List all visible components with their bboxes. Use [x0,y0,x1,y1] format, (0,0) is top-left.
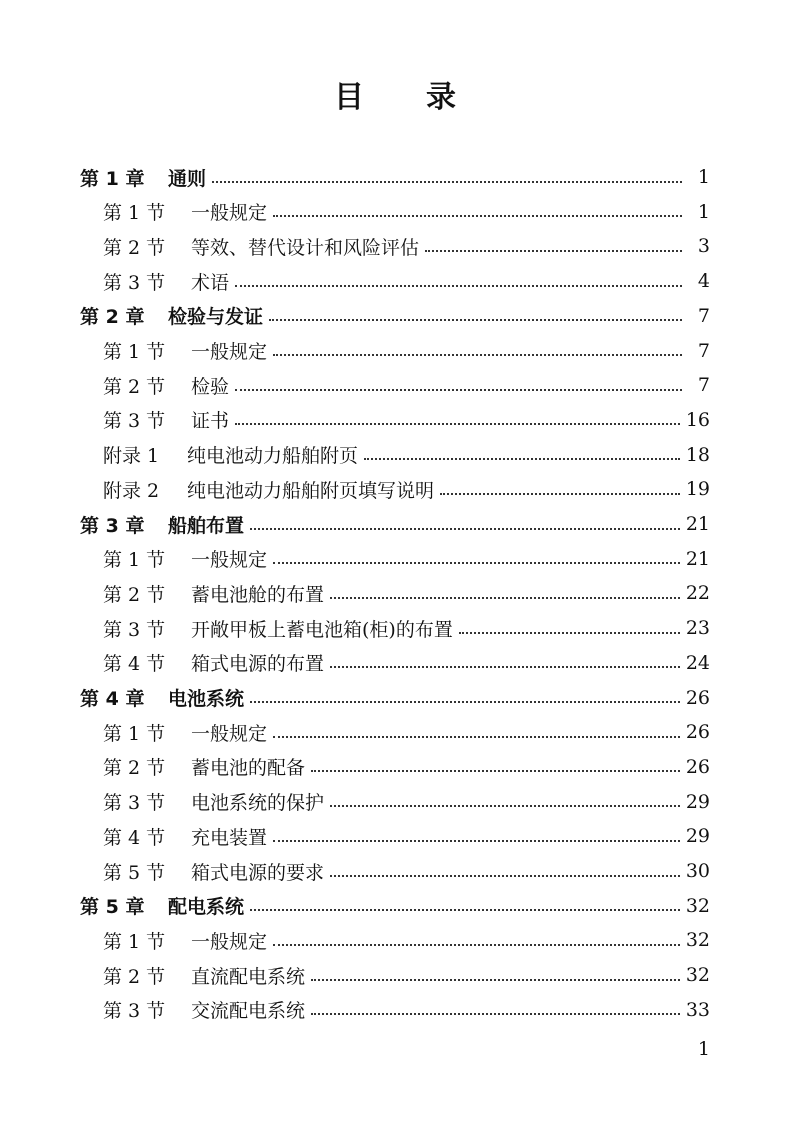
dot-leader [235,422,680,425]
dot-leader [330,874,680,877]
toc-section-row [103,958,710,992]
toc-entry-number: 第 5 章 [80,896,145,919]
toc-entry-number: 第 4 节 [103,653,166,676]
toc-entry-title: 检验 [191,375,230,398]
toc-section-row [103,368,710,402]
toc-entry-page: 29 [685,825,710,848]
dot-leader [273,214,682,217]
toc-entry-page: 33 [685,998,710,1021]
toc-entry-page: 21 [685,513,710,535]
dot-leader [269,318,682,321]
toc-entry-page: 26 [685,686,710,709]
dot-leader [311,1012,680,1015]
toc-entry-page: 1 [697,200,710,223]
dot-leader [311,978,680,981]
toc-appendix-row [103,472,710,506]
toc-entry-number: 第 1 节 [103,722,166,745]
dot-leader [235,284,682,287]
toc-entry-page: 21 [685,547,710,570]
toc-entry-number: 附录 2 [103,479,160,502]
toc-entry-title: 一般规定 [191,549,268,572]
dot-leader [425,249,682,252]
toc-entry-title: 蓄电池舱的布置 [191,583,325,606]
toc-chapter-row [80,507,710,541]
toc-entry-number: 第 2 节 [103,757,166,780]
toc-section-row [103,923,710,957]
toc-entry-title: 纯电池动力船舶附页 [187,445,359,468]
dot-leader [273,735,680,738]
toc-entry-page: 4 [697,270,710,293]
toc-entry-title: 船舶布置 [168,514,245,537]
toc-entry-title: 通则 [168,167,207,190]
toc-chapter-row [80,160,710,194]
toc-entry-number: 第 4 节 [103,826,166,849]
dot-leader [311,769,680,772]
toc-section-row [103,576,710,610]
toc-entry-title: 直流配电系统 [191,965,306,988]
dot-leader [273,561,680,564]
toc-entry-title: 箱式电源的要求 [191,861,325,884]
toc-entry-page: 19 [685,478,710,501]
toc-entry-title: 蓄电池的配备 [191,757,306,780]
toc-entry-number: 第 3 节 [103,792,166,815]
toc-section-row [103,819,710,853]
toc-chapter-row [80,681,710,715]
toc-entry-page: 3 [697,235,710,258]
toc-entry-number: 第 1 节 [103,202,166,225]
toc-entry-number: 第 2 章 [80,306,145,329]
toc-entry-page: 23 [685,617,710,640]
toc-entry-title: 检验与发证 [168,306,264,329]
toc-entry-number: 第 4 章 [80,688,145,710]
toc-entry-page: 24 [685,651,710,674]
dot-leader [440,492,680,495]
toc-entry-number: 第 3 节 [103,410,166,433]
toc-section-row [103,750,710,784]
dot-leader [250,700,680,703]
dot-leader [235,388,682,391]
dot-leader [330,665,680,668]
toc-entry-page: 7 [697,339,710,362]
toc-entry-page: 7 [697,374,710,397]
dot-leader [330,596,680,599]
toc-entry-number: 第 3 节 [103,1000,166,1023]
toc-entry-number: 第 1 章 [80,167,145,190]
dot-leader [250,908,680,911]
toc-section-row [103,854,710,888]
toc-entry-number: 附录 1 [103,445,160,468]
toc-entry-number: 第 1 节 [103,930,166,953]
toc-entry-title: 一般规定 [191,202,268,225]
toc-entry-number: 第 2 节 [103,583,166,606]
toc-entry-page: 26 [685,755,710,778]
toc-section-row [103,264,710,298]
toc-entry-number: 第 1 节 [103,549,166,572]
toc-entry-title: 开敞甲板上蓄电池箱(柜)的布置 [191,618,453,641]
dot-leader [250,527,680,530]
toc-entry-page: 7 [697,304,710,327]
title-char-right: 录 [426,80,456,115]
toc-entry-page: 32 [685,929,710,952]
toc-entry-page: 32 [685,964,710,987]
toc-entry-page: 1 [697,166,710,188]
toc-chapter-row [80,889,710,923]
toc-entry-title: 术语 [191,271,230,294]
dot-leader [330,804,680,807]
toc-entry-title: 纯电池动力船舶附页填写说明 [187,479,435,502]
toc-entry-title: 电池系统的保护 [191,792,325,815]
dot-leader [273,839,680,842]
toc-entry-title: 配电系统 [168,896,245,919]
toc-entry-page: 22 [685,582,710,605]
toc-entry-number: 第 5 节 [103,861,166,884]
dot-leader [364,457,680,460]
toc-entry-number: 第 1 节 [103,341,166,363]
toc-entry-page: 32 [685,894,710,917]
toc-entry-number: 第 3 节 [103,618,166,641]
toc-entry-number: 第 3 节 [103,271,166,294]
toc-section-row [103,542,710,576]
toc-entry-page: 26 [685,721,710,744]
toc-section-row [103,195,710,229]
dot-leader [273,943,680,946]
toc-appendix-row [103,438,710,472]
toc-entry-title: 充电装置 [191,826,268,849]
toc-section-row [103,334,710,368]
toc-entry-title: 证书 [191,410,230,433]
toc-entry-title: 箱式电源的布置 [191,653,325,676]
page-number: 1 [697,1038,710,1060]
toc-section-row [103,403,710,437]
toc-entry-page: 29 [685,790,710,813]
toc-section-row [103,229,710,263]
toc-section-row [103,611,710,645]
toc-entry-title: 一般规定 [191,930,268,953]
toc-section-row [103,646,710,680]
dot-leader [212,180,682,183]
toc-entry-number: 第 3 章 [80,514,145,537]
dot-leader [459,631,680,634]
toc-entry-number: 第 2 节 [103,965,166,988]
toc-section-row [103,785,710,819]
toc-entry-number: 第 2 节 [103,375,166,398]
title-char-left: 目 [334,80,364,115]
toc-entry-title: 电池系统 [168,688,245,710]
toc-entry-title: 一般规定 [191,722,268,745]
toc-chapter-row [80,299,710,333]
toc-section-row [103,715,710,749]
toc-entry-page: 18 [685,443,710,466]
toc-entry-page: 16 [685,408,710,431]
dot-leader [273,353,682,356]
toc-entry-title: 等效、替代设计和风险评估 [191,236,420,259]
toc-entry-title: 一般规定 [191,341,268,363]
page-title [0,72,790,116]
toc-entry-title: 交流配电系统 [191,1000,306,1023]
toc-section-row [103,993,710,1027]
toc-entry-number: 第 2 节 [103,236,166,259]
toc-entry-page: 30 [685,860,710,882]
